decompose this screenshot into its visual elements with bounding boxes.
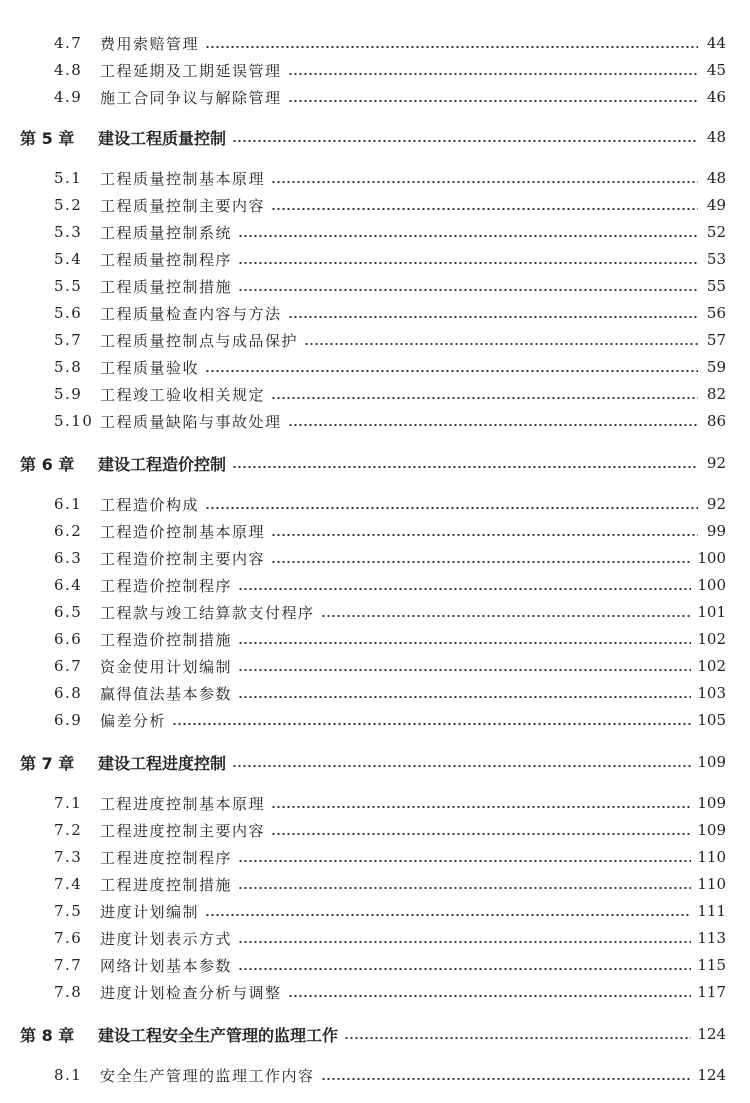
section-number: 7.4 xyxy=(54,875,83,893)
section-title: 工程进度控制主要内容 xyxy=(100,821,266,840)
section-number: 6.8 xyxy=(54,684,83,702)
page-number: 124 xyxy=(697,1025,726,1043)
section-title: 安全生产管理的监理工作内容 xyxy=(100,1066,315,1085)
page-number: 102 xyxy=(697,630,726,648)
dot-leader xyxy=(288,73,698,75)
section-title: 工程质量控制措施 xyxy=(100,277,233,296)
section-title: 工程质量控制主要内容 xyxy=(100,196,266,215)
toc-section-row[interactable] xyxy=(0,84,750,110)
section-title: 工程质量缺陷与事故处理 xyxy=(100,412,282,431)
page-number: 110 xyxy=(697,875,726,893)
dot-leader xyxy=(232,140,698,142)
section-number: 7.1 xyxy=(54,794,83,812)
dot-leader xyxy=(238,669,691,671)
dot-leader xyxy=(238,588,691,590)
dot-leader xyxy=(205,914,691,916)
toc-section-row[interactable] xyxy=(0,219,750,245)
page-number: 100 xyxy=(697,549,726,567)
page-number: 105 xyxy=(697,711,726,729)
toc-section-row[interactable] xyxy=(0,408,750,434)
dot-leader xyxy=(344,1037,691,1039)
page-number: 99 xyxy=(706,522,726,540)
section-title: 工程造价控制措施 xyxy=(100,630,233,649)
section-number: 5.7 xyxy=(54,331,83,349)
page-number: 45 xyxy=(706,61,726,79)
toc-section-row[interactable] xyxy=(0,1062,750,1088)
page-number: 48 xyxy=(706,169,726,187)
chapter-number: 第 5 章 xyxy=(20,128,75,148)
chapter-title: 建设工程进度控制 xyxy=(98,753,227,773)
page-number: 102 xyxy=(697,657,726,675)
section-title: 偏差分析 xyxy=(100,711,167,730)
page-number: 110 xyxy=(697,848,726,866)
dot-leader xyxy=(238,262,698,264)
section-number: 7.5 xyxy=(54,902,83,920)
toc-section-row[interactable] xyxy=(0,680,750,706)
section-number: 5.4 xyxy=(54,250,83,268)
section-number: 7.3 xyxy=(54,848,83,866)
page-number: 46 xyxy=(706,88,726,106)
dot-leader xyxy=(238,696,691,698)
dot-leader xyxy=(288,316,698,318)
section-number: 5.2 xyxy=(54,196,83,214)
page-number: 124 xyxy=(697,1066,726,1084)
dot-leader xyxy=(271,806,691,808)
dot-leader xyxy=(238,941,691,943)
dot-leader xyxy=(238,235,698,237)
toc-section-row[interactable] xyxy=(0,599,750,625)
section-title: 资金使用计划编制 xyxy=(100,657,233,676)
dot-leader xyxy=(288,995,692,997)
toc-section-row[interactable] xyxy=(0,300,750,326)
chapter-title: 建设工程质量控制 xyxy=(98,128,227,148)
page-number: 59 xyxy=(706,358,726,376)
section-title: 进度计划编制 xyxy=(100,902,200,921)
toc-section-row[interactable] xyxy=(0,491,750,517)
page-number: 101 xyxy=(697,603,726,621)
toc-section-row[interactable] xyxy=(0,707,750,733)
section-title: 工程质量控制程序 xyxy=(100,250,233,269)
dot-leader xyxy=(238,968,691,970)
toc-section-row[interactable] xyxy=(0,273,750,299)
section-title: 进度计划检查分析与调整 xyxy=(100,983,282,1002)
section-number: 4.9 xyxy=(54,88,83,106)
toc-section-row[interactable] xyxy=(0,790,750,816)
section-title: 工程进度控制措施 xyxy=(100,875,233,894)
chapter-title: 建设工程安全生产管理的监理工作 xyxy=(98,1025,339,1045)
section-title: 施工合同争议与解除管理 xyxy=(100,88,282,107)
page-number: 49 xyxy=(706,196,726,214)
section-number: 6.3 xyxy=(54,549,83,567)
section-title: 工程款与竣工结算款支付程序 xyxy=(100,603,315,622)
dot-leader xyxy=(271,534,698,536)
toc-section-row[interactable] xyxy=(0,653,750,679)
toc-section-row[interactable] xyxy=(0,192,750,218)
toc-section-row[interactable] xyxy=(0,165,750,191)
toc-section-row[interactable] xyxy=(0,871,750,897)
dot-leader xyxy=(321,1078,692,1080)
section-number: 5.8 xyxy=(54,358,83,376)
toc-chapter-row[interactable] xyxy=(0,124,750,150)
page-number: 53 xyxy=(706,250,726,268)
section-title: 工程延期及工期延误管理 xyxy=(100,61,282,80)
dot-leader xyxy=(271,208,698,210)
chapter-number: 第 7 章 xyxy=(20,753,75,773)
section-number: 7.6 xyxy=(54,929,83,947)
section-title: 工程质量控制系统 xyxy=(100,223,233,242)
page-number: 44 xyxy=(706,34,726,52)
section-number: 6.7 xyxy=(54,657,83,675)
dot-leader xyxy=(238,860,691,862)
section-number: 5.1 xyxy=(54,169,83,187)
section-title: 费用索赔管理 xyxy=(100,34,200,53)
toc-section-row[interactable] xyxy=(0,979,750,1005)
toc-section-row[interactable] xyxy=(0,327,750,353)
section-number: 6.4 xyxy=(54,576,83,594)
page-number: 103 xyxy=(697,684,726,702)
page-number: 113 xyxy=(697,929,726,947)
page-number: 92 xyxy=(706,454,726,472)
dot-leader xyxy=(271,181,698,183)
page-number: 109 xyxy=(697,753,726,771)
dot-leader xyxy=(271,833,691,835)
section-title: 工程质量控制基本原理 xyxy=(100,169,266,188)
section-number: 6.9 xyxy=(54,711,83,729)
section-number: 6.2 xyxy=(54,522,83,540)
dot-leader xyxy=(232,765,691,767)
section-number: 7.8 xyxy=(54,983,83,1001)
page-number: 82 xyxy=(706,385,726,403)
dot-leader xyxy=(232,466,698,468)
chapter-title: 建设工程造价控制 xyxy=(98,454,227,474)
page-number: 52 xyxy=(706,223,726,241)
dot-leader xyxy=(321,615,692,617)
section-title: 工程质量控制点与成品保护 xyxy=(100,331,299,350)
section-title: 工程造价构成 xyxy=(100,495,200,514)
dot-leader xyxy=(238,642,691,644)
dot-leader xyxy=(238,887,691,889)
toc-chapter-row[interactable] xyxy=(0,749,750,775)
page-number: 57 xyxy=(706,331,726,349)
section-number: 6.5 xyxy=(54,603,83,621)
section-title: 赢得值法基本参数 xyxy=(100,684,233,703)
toc-section-row[interactable] xyxy=(0,952,750,978)
dot-leader xyxy=(205,46,698,48)
dot-leader xyxy=(205,370,698,372)
dot-leader xyxy=(288,100,698,102)
dot-leader xyxy=(238,289,698,291)
dot-leader xyxy=(271,397,698,399)
section-number: 5.6 xyxy=(54,304,83,322)
toc-section-row[interactable] xyxy=(0,817,750,843)
toc-section-row[interactable] xyxy=(0,518,750,544)
page-number: 117 xyxy=(697,983,726,1001)
page-number: 56 xyxy=(706,304,726,322)
section-title: 工程质量检查内容与方法 xyxy=(100,304,282,323)
section-number: 6.1 xyxy=(54,495,83,513)
chapter-number: 第 8 章 xyxy=(20,1025,75,1045)
section-title: 网络计划基本参数 xyxy=(100,956,233,975)
section-number: 4.7 xyxy=(54,34,83,52)
section-number: 5.5 xyxy=(54,277,83,295)
toc-section-row[interactable] xyxy=(0,844,750,870)
section-number: 4.8 xyxy=(54,61,83,79)
page-number: 109 xyxy=(697,794,726,812)
section-title: 进度计划表示方式 xyxy=(100,929,233,948)
page-number: 55 xyxy=(706,277,726,295)
toc-section-row[interactable] xyxy=(0,246,750,272)
toc-section-row[interactable] xyxy=(0,545,750,571)
page-number: 111 xyxy=(697,902,726,920)
section-title: 工程造价控制程序 xyxy=(100,576,233,595)
section-number: 7.2 xyxy=(54,821,83,839)
toc-section-row[interactable] xyxy=(0,572,750,598)
page-number: 86 xyxy=(706,412,726,430)
section-number: 5.3 xyxy=(54,223,83,241)
section-number: 5.9 xyxy=(54,385,83,403)
dot-leader xyxy=(304,343,698,345)
toc-section-row[interactable] xyxy=(0,925,750,951)
chapter-number: 第 6 章 xyxy=(20,454,75,474)
toc-chapter-row[interactable] xyxy=(0,450,750,476)
dot-leader xyxy=(172,723,691,725)
dot-leader xyxy=(271,561,691,563)
section-number: 8.1 xyxy=(54,1066,83,1084)
dot-leader xyxy=(288,424,698,426)
section-title: 工程竣工验收相关规定 xyxy=(100,385,266,404)
section-number: 5.10 xyxy=(54,412,94,430)
page-number: 109 xyxy=(697,821,726,839)
section-title: 工程造价控制基本原理 xyxy=(100,522,266,541)
page-number: 115 xyxy=(697,956,726,974)
section-number: 7.7 xyxy=(54,956,83,974)
section-title: 工程质量验收 xyxy=(100,358,200,377)
section-number: 6.6 xyxy=(54,630,83,648)
section-title: 工程进度控制基本原理 xyxy=(100,794,266,813)
section-title: 工程进度控制程序 xyxy=(100,848,233,867)
toc-section-row[interactable] xyxy=(0,626,750,652)
toc-section-row[interactable] xyxy=(0,354,750,380)
toc-section-row[interactable] xyxy=(0,898,750,924)
page-number: 100 xyxy=(697,576,726,594)
toc-section-row[interactable] xyxy=(0,57,750,83)
page-number: 48 xyxy=(706,128,726,146)
toc-chapter-row[interactable] xyxy=(0,1021,750,1047)
toc-section-row[interactable] xyxy=(0,30,750,56)
page-number: 92 xyxy=(706,495,726,513)
dot-leader xyxy=(205,507,698,509)
section-title: 工程造价控制主要内容 xyxy=(100,549,266,568)
toc-section-row[interactable] xyxy=(0,381,750,407)
